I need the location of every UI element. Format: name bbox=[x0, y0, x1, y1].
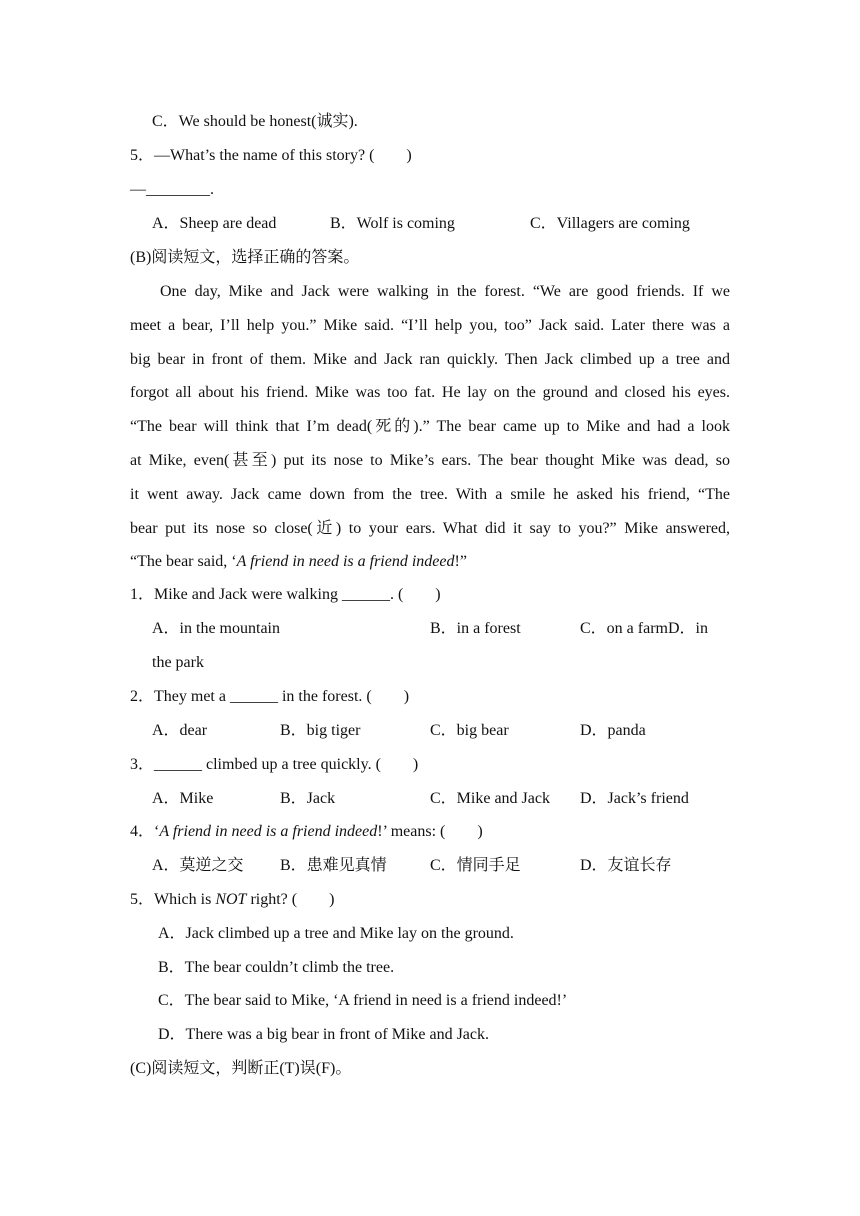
passage bbox=[130, 282, 730, 586]
q5-option-c: C．Villagers are coming bbox=[530, 215, 690, 232]
question-5: 5．Which is NOT right? ( ) bbox=[130, 891, 335, 908]
question-3: 3．______ climbed up a tree quickly. ( ) bbox=[130, 756, 419, 773]
passage-last-line: “The bear said, ‘A friend in need is a friend indeed!” bbox=[130, 553, 467, 571]
passage-line: at Mike, even(甚至) put its nose to Mike’s ears. The bear thought Mike was dead, so bbox=[130, 451, 730, 469]
q1-option-cd: C．on a farmD．in bbox=[580, 620, 708, 637]
q3-option-b: B．Jack bbox=[280, 790, 336, 807]
italic-proverb: A friend in need is a friend indeed bbox=[236, 553, 455, 571]
passage-line: it went away. Jack came down from the tree. With a smile he asked his friend, “The bbox=[130, 485, 730, 503]
italic-not: NOT bbox=[215, 891, 247, 908]
passage-line: meet a bear, I’ll help you.” Mike said. “I’ll help you, too” Jack said. Later there was a bbox=[130, 316, 730, 334]
passage-line: big bear in front of them. Mike and Jack ran quickly. Then Jack climbed up a tree and bbox=[130, 350, 730, 368]
q4-option-a: A．莫逆之交 bbox=[152, 857, 244, 874]
q4-option-c: C．情同手足 bbox=[430, 857, 521, 874]
q5-option-a: A．Sheep are dead bbox=[152, 215, 277, 232]
q5-option-b: B．Wolf is coming bbox=[330, 215, 455, 232]
section-b-heading: (B)阅读短文，选择正确的答案。 bbox=[130, 249, 360, 266]
q2-option-b: B．big tiger bbox=[280, 722, 361, 739]
question-4: 4．‘A friend in need is a friend indeed!’ means: ( ) bbox=[130, 823, 483, 840]
q2-option-d: D．panda bbox=[580, 722, 646, 739]
q3-option-d: D．Jack’s friend bbox=[580, 790, 689, 807]
passage-line: forgot all about his friend. Mike was too fat. He lay on the ground and closed his eyes. bbox=[130, 384, 730, 402]
q1-option-b: B．in a forest bbox=[430, 620, 521, 637]
italic-proverb: A friend in need is a friend indeed bbox=[159, 823, 378, 840]
q1-option-wrap: the park bbox=[152, 654, 204, 671]
option-c-honest: C．We should be honest(诚实). bbox=[152, 113, 358, 130]
section-c-heading: (C)阅读短文，判断正(T)误(F)。 bbox=[130, 1060, 352, 1077]
q2-option-c: C．big bear bbox=[430, 722, 509, 739]
question-5-story-name: 5．—What’s the name of this story? ( ) bbox=[130, 147, 412, 164]
question-2: 2．They met a ______ in the forest. ( ) bbox=[130, 688, 410, 705]
q3-option-a: A．Mike bbox=[152, 790, 214, 807]
passage-line: “The bear will think that I’m dead(死的).” The bear came up to Mike and had a look bbox=[130, 418, 730, 436]
passage-line: One day, Mike and Jack were walking in the forest. “We are good friends. If we bbox=[160, 283, 730, 300]
q5-option-d-line: D．There was a big bear in front of Mike and Jack. bbox=[158, 1026, 490, 1043]
q5-option-a-line: A．Jack climbed up a tree and Mike lay on the ground. bbox=[158, 925, 514, 942]
q2-option-a: A．dear bbox=[152, 722, 208, 739]
q4-option-d: D．友谊长存 bbox=[580, 857, 672, 874]
question-1: 1．Mike and Jack were walking ______. ( ) bbox=[130, 586, 441, 603]
q1-option-a: A．in the mountain bbox=[152, 620, 280, 637]
passage-line: bear put its nose so close(近) to your ears. What did it say to you?” Mike answered, bbox=[130, 519, 730, 537]
q4-option-b: B．患难见真情 bbox=[280, 857, 387, 874]
q3-option-c: C．Mike and Jack bbox=[430, 790, 550, 807]
q5-option-c-line: C．The bear said to Mike, ‘A friend in need is a friend indeed!’ bbox=[158, 992, 568, 1009]
q5-option-b-line: B．The bear couldn’t climb the tree. bbox=[158, 959, 395, 976]
answer-blank: —________. bbox=[130, 181, 214, 198]
